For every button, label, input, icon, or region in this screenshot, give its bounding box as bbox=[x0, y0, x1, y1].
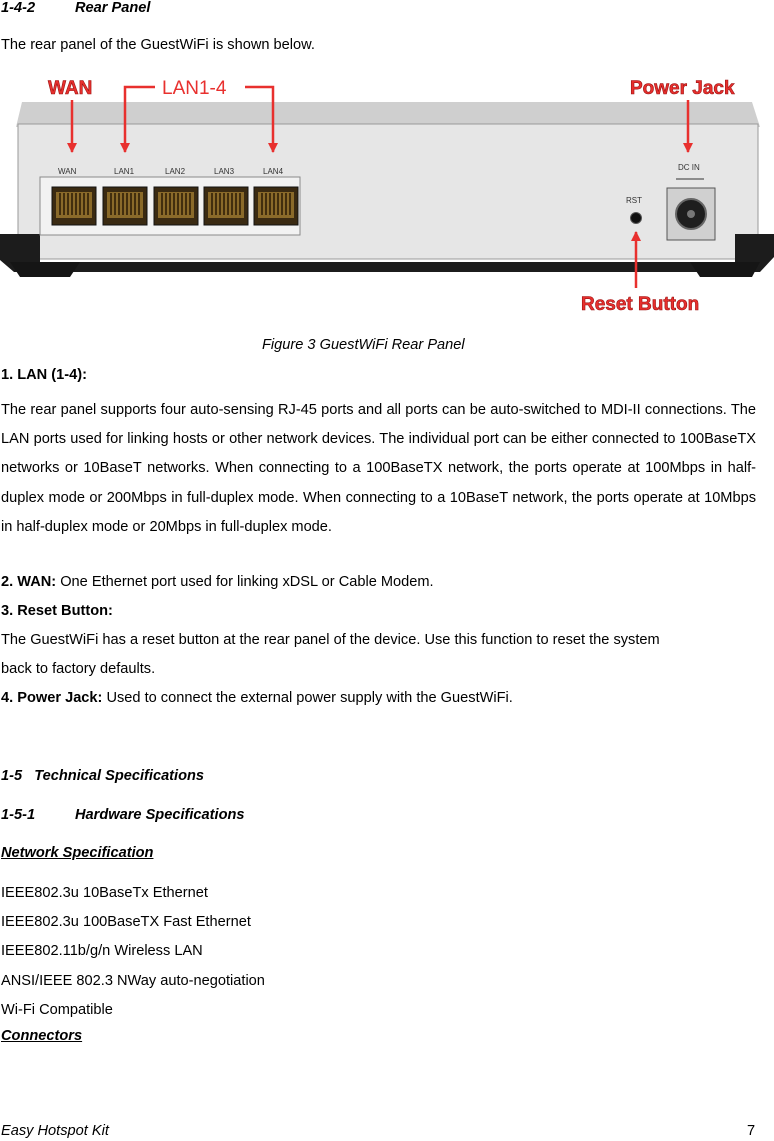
power-jack-pin bbox=[687, 210, 695, 218]
heading-title: Rear Panel bbox=[75, 0, 151, 16]
dc-in-label: DC IN bbox=[678, 163, 700, 172]
list-item: IEEE802.3u 10BaseTx Ethernet bbox=[1, 885, 208, 901]
rst-label: RST bbox=[626, 196, 642, 205]
network-spec-list bbox=[1, 879, 265, 1025]
heading-number: 1-5 bbox=[1, 768, 23, 784]
rj45-port-lan1 bbox=[103, 187, 147, 225]
lan-heading: 1. LAN (1-4): bbox=[1, 367, 87, 383]
rear-panel-figure bbox=[0, 72, 774, 317]
reset-button-hole bbox=[631, 213, 642, 224]
wan-label: 2. WAN: bbox=[1, 574, 57, 590]
rj45-port-lan3 bbox=[204, 187, 248, 225]
heading-number: 1-5-1 bbox=[1, 807, 36, 823]
port-label-lan1: LAN1 bbox=[114, 167, 135, 176]
section-heading-1-4-2 bbox=[1, 0, 151, 16]
reset-heading: 3. Reset Button: bbox=[1, 603, 113, 619]
power-label: 4. Power Jack: bbox=[1, 690, 103, 706]
router-top-surface bbox=[16, 102, 760, 127]
wan-text: One Ethernet port used for linking xDSL or Cable Modem. bbox=[56, 574, 434, 590]
callout-lan: LAN1-4 bbox=[162, 78, 227, 99]
figure-caption: Figure 3 GuestWiFi Rear Panel bbox=[262, 337, 465, 353]
list-item: IEEE802.3u 100BaseTX Fast Ethernet bbox=[1, 914, 251, 931]
intro-text: The rear panel of the GuestWiFi is shown below. bbox=[1, 37, 315, 53]
power-text: Used to connect the external power supply with the GuestWiFi. bbox=[102, 690, 513, 706]
port-label-lan3: LAN3 bbox=[214, 167, 235, 176]
router-foot-left bbox=[10, 262, 80, 277]
rj45-port-wan bbox=[52, 187, 96, 225]
network-spec-heading: Network Specification bbox=[1, 845, 154, 861]
wan-paragraph bbox=[1, 574, 434, 590]
section-heading-1-5-1 bbox=[1, 807, 245, 824]
page-number: 7 bbox=[747, 1123, 756, 1139]
reset-line-1: The GuestWiFi has a reset button at the rear panel of the device. Use this function to reset the system bbox=[1, 632, 660, 648]
list-item: ANSI/IEEE 802.3 NWay auto-negotiation bbox=[1, 972, 265, 989]
port-label-lan4: LAN4 bbox=[263, 167, 284, 176]
list-item: Wi-Fi Compatible bbox=[1, 1001, 113, 1018]
connectors-heading: Connectors bbox=[1, 1028, 83, 1044]
footer-title: Easy Hotspot Kit bbox=[1, 1123, 109, 1139]
callout-wan: WAN bbox=[48, 78, 93, 99]
port-label-wan: WAN bbox=[58, 167, 77, 176]
section-heading-1-5 bbox=[1, 768, 204, 784]
heading-title: Hardware Specifications bbox=[75, 807, 245, 823]
rj45-port-lan4 bbox=[254, 187, 298, 225]
router-foot-right bbox=[690, 262, 760, 277]
heading-title: Technical Specifications bbox=[34, 768, 205, 784]
rj45-port-lan2 bbox=[154, 187, 198, 225]
callout-reset-button: Reset Button bbox=[581, 294, 700, 315]
callout-power-jack: Power Jack bbox=[630, 78, 735, 99]
lan-paragraph: The rear panel supports four auto-sensing RJ-45 ports and all ports can be auto-switched to MDI-II connections. The LAN ports used for linking hosts or other network devices. The individual port can be either connected to 100BaseTX networks or 10BaseT networks. When connecting to a 100BaseTX network, the ports operate at 100Mbps in half-duplex mode or 200Mbps in full-duplex mode. When connecting to a 10BaseT network, the ports operate at 10Mbps in half-duplex mode or 20Mbps in full-duplex mode. bbox=[1, 402, 756, 535]
port-label-lan2: LAN2 bbox=[165, 167, 186, 176]
list-item: IEEE802.11b/g/n Wireless LAN bbox=[1, 943, 203, 960]
reset-line-2: back to factory defaults. bbox=[1, 661, 156, 677]
power-paragraph bbox=[1, 690, 513, 706]
heading-number: 1-4-2 bbox=[1, 0, 36, 16]
